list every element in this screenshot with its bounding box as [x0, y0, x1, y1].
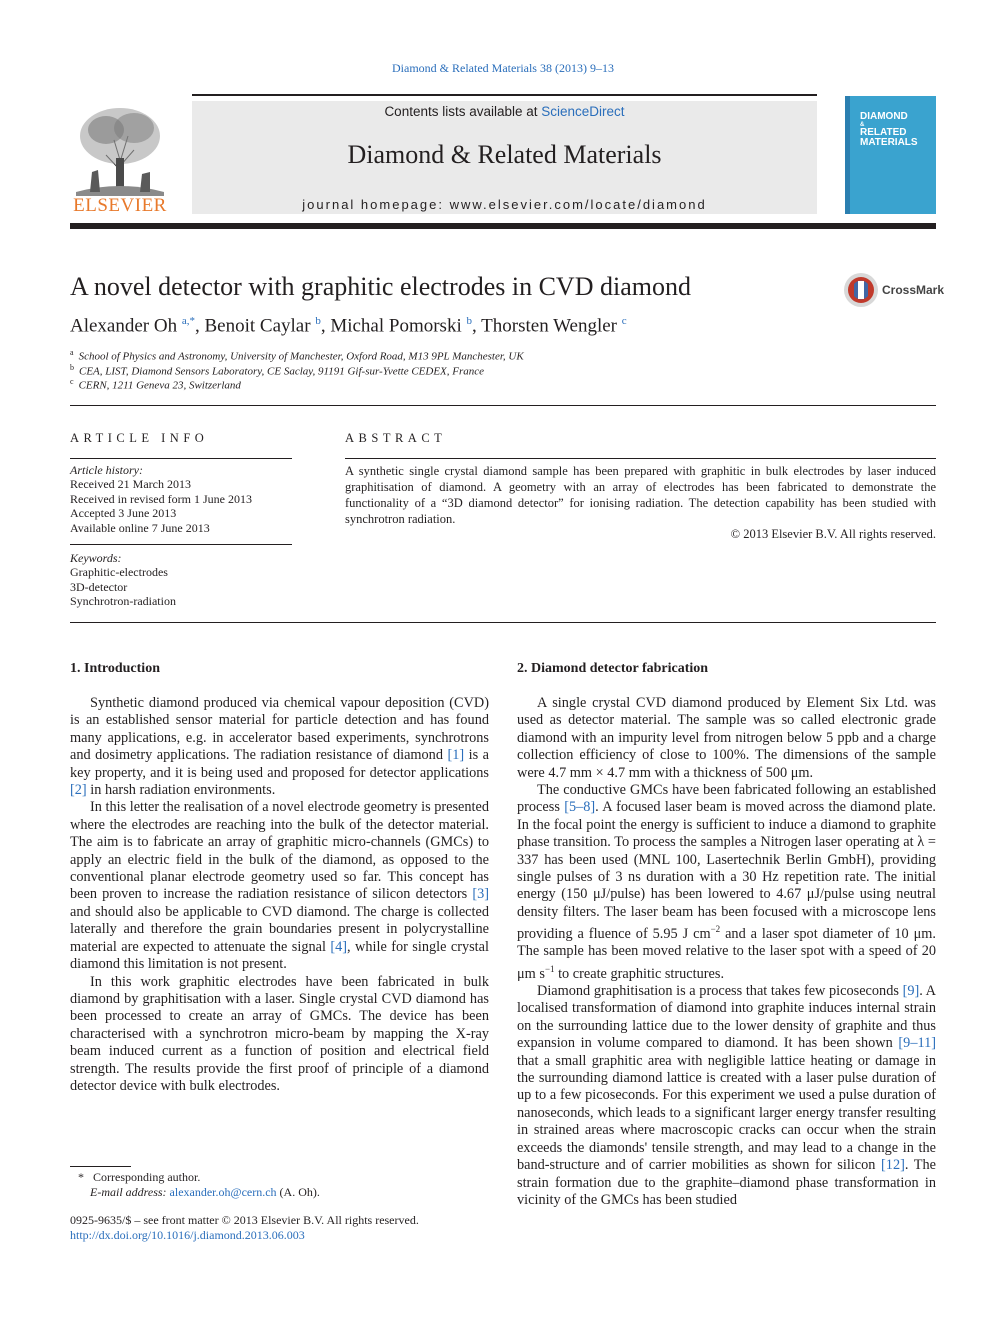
reference-link[interactable]: [4] — [330, 938, 348, 955]
paragraph: A single crystal CVD diamond produced by Element Six Ltd. was used as detector material. The sample was so called electronic grade diamond with an impurity level from nitrogen below 5 ppb and a charge collection efficiency of close to 100%. The dimensions of the sample were 4.7 mm × 4.7 mm with a thickness of 500 μm. — [517, 695, 936, 781]
footnote-text: Corresponding author. — [93, 1170, 201, 1184]
text-run: and should also be applicable to CVD diamond. The charge is collected laterally and therefore the grain boundaries present in polycrystalline material are expected to attenuate the signal — [70, 903, 489, 955]
text-run: The conductive GMCs have been fabricated following an established process — [517, 782, 936, 816]
text-run: that a small graphitic area with negligible lattice heating or damage in the surrounding diamond lattice is created with a laser pulse duration of up to a few picoseconds. For this experiment we used a pulse duration of nanoseconds, which leads to a significant larger energy transfer resulting in strained areas where macroscopic cracks can occur when the strain exceeds the diamonds' tensile strength, and may lead to a change in the band-structure and of carrier mobilities as shown for silicon — [517, 1052, 936, 1174]
abstract-rule — [345, 458, 936, 459]
header-thick-rule — [70, 223, 936, 229]
article-info-heading: ARTICLE INFO — [70, 431, 209, 445]
email-label: E-mail address: — [90, 1185, 167, 1199]
author-affiliation-mark[interactable]: b — [466, 315, 472, 327]
footnote-star: * — [78, 1170, 84, 1184]
crossmark-label: CrossMark — [882, 283, 945, 297]
reference-link[interactable]: [12] — [881, 1157, 905, 1174]
history-item: Accepted 3 June 2013 — [70, 506, 177, 521]
reference-link[interactable]: [3] — [472, 886, 489, 903]
history-item: Received 21 March 2013 — [70, 477, 191, 492]
crossmark-badge[interactable] — [843, 272, 879, 308]
footnote-email-line — [70, 1185, 320, 1200]
history-item: Received in revised form 1 June 2013 — [70, 491, 252, 506]
author-affiliation-mark[interactable]: b — [315, 315, 321, 327]
affiliation-text: School of Physics and Astronomy, University of Manchester, Oxford Road, M13 9PL Manchester, UK — [78, 350, 524, 363]
affiliation — [70, 377, 241, 392]
abstract-copyright: © 2013 Elsevier B.V. All rights reserved. — [730, 527, 936, 541]
footnote-line — [70, 1170, 320, 1185]
cover-title — [860, 112, 930, 148]
cover-title-line: & — [860, 122, 865, 128]
keywords — [70, 551, 292, 609]
reference-link[interactable]: [1] — [447, 747, 465, 764]
text-run: to create graphitic structures. — [554, 965, 725, 982]
cover-title-line: DIAMOND — [860, 111, 908, 122]
author-list: Alexander Oh $^{a,*}$, Benoit Caylar $^b$, Michal Pomorski $^b$, Thorsten Wengler $^c$ — [70, 315, 627, 337]
paragraph: In this work graphitic electrodes have been fabricated in bulk diamond by graphitisation with a laser. Single crystal CVD diamond has been processed to create an array of GMCs. The device has been characterised with a synchrotron micro-beam by mapping the X-ray beam induced current as a function of position and electrical field strength. The results provide the first proof of principle of a diamond detector device with bulk electrodes. — [70, 973, 489, 1094]
affiliation-mark: b — [70, 363, 74, 372]
contents-prefix: Contents lists available at — [384, 104, 542, 119]
homepage-prefix: journal homepage: — [302, 197, 450, 212]
text-run: , while for single crystal diamond this limitation is not present. — [70, 938, 489, 973]
text-run: . A focused laser beam is moved across the diamond plate. In the focal point the energy is sufficient to induce a diamond to graphite phase transition. To process the samples a Nitrogen laser operating at λ = 337 has been used (MNL 100, Lasertechnik Berlin GmbH), providing single pulses of 3 ns duration with a 30 Hz repetition rate. The initial energy (150 μJ/pulse) has been lowered to 4.67 μJ/pulse using neutral density filters. The laser beam has been focused with a microscope lens providing a fluence of 5.95 J cm — [517, 799, 936, 943]
author-name[interactable]: Alexander Oh — [70, 315, 178, 337]
text-run: . A localised transformation of diamond into graphite induces internal strain on the surrounding lattice due to the lower density of graphite and thus expansion in volume compared to diamond. It has been shown — [517, 983, 936, 1052]
keywords-label: Keywords: — [70, 551, 122, 565]
contents-line — [192, 104, 817, 119]
article-info-rule — [70, 458, 292, 459]
header-top-rule — [192, 94, 817, 96]
text-run: Diamond graphitisation is a process that takes few picoseconds — [537, 983, 903, 1000]
author-affiliation-mark[interactable]: a,* — [181, 315, 195, 327]
affiliation — [70, 348, 524, 363]
text-run: is a key property, and it is being used and proposed for detector applications — [70, 747, 489, 781]
reference-link[interactable]: [2] — [70, 782, 87, 799]
doi-link[interactable]: http://dx.doi.org/10.1016/j.diamond.2013.06.003 — [70, 1228, 305, 1242]
journal-title: Diamond & Related Materials — [347, 140, 662, 169]
text-run: Synthetic diamond produced via chemical vapour deposition (CVD) is an established sensor material for particle detection and has found many applications, e.g. in accelerator based experiments, synchrotrons and dosimetry applications. The radiation resistance of diamond — [70, 695, 489, 764]
cover-title-line: RELATED — [860, 127, 907, 138]
homepage-link[interactable]: www.elsevier.com/locate/diamond — [449, 197, 707, 212]
paragraph — [70, 695, 489, 799]
article-history — [70, 463, 292, 535]
email-suffix: (A. Oh). — [279, 1185, 320, 1199]
author-name[interactable]: Michal Pomorski — [330, 315, 462, 337]
abstract-text: A synthetic single crystal diamond sample has been prepared with graphitic in bulk electrodes by laser induced graphitisation of diamond. A geometry with an array of electrodes has been fabricated to demonstrate the functionality of a “3D diamond detector” for ionising radiation. The detection capability has been studied with synchrotron radiation. — [345, 464, 936, 527]
journal-citation[interactable]: Diamond & Related Materials 38 (2013) 9–13 — [392, 61, 614, 75]
journal-homepage — [192, 197, 817, 212]
superscript: −2 — [710, 924, 721, 935]
right-column — [517, 695, 936, 1209]
affiliation-mark: c — [70, 377, 74, 386]
cover-stripe — [845, 96, 850, 214]
reference-link[interactable]: [9–11] — [898, 1035, 936, 1052]
left-column — [70, 695, 489, 1095]
email-link[interactable]: alexander.oh@cern.ch — [169, 1185, 277, 1199]
paragraph — [517, 983, 936, 1209]
superscript: −1 — [544, 963, 555, 974]
author-name[interactable]: Thorsten Wengler — [481, 315, 617, 337]
text-run: . The strain formation due to the graphite–diamond phase transformation in vicinity of the GMCs has been studied — [517, 1157, 937, 1208]
history-label: Article history: — [70, 463, 143, 477]
keyword: 3D-detector — [70, 579, 128, 594]
keyword: Graphitic-electrodes — [70, 565, 168, 580]
title-divider — [70, 405, 936, 406]
corresponding-author-footnote — [70, 1170, 320, 1200]
publisher-wordmark: ELSEVIER — [73, 195, 167, 216]
section-heading-fabrication: 2. Diamond detector fabrication — [517, 661, 709, 676]
front-matter — [70, 1213, 419, 1243]
issn-line: 0925-9635/$ – see front matter © 2013 Elsevier B.V. All rights reserved. — [70, 1213, 419, 1227]
article-title: A novel detector with graphitic electrodes in CVD diamond — [70, 272, 691, 301]
reference-link[interactable]: [9] — [902, 983, 920, 1000]
author-affiliation-mark[interactable]: c — [621, 315, 627, 327]
keywords-rule — [70, 544, 292, 545]
elsevier-logo[interactable] — [70, 100, 170, 216]
text-run: and a laser spot diameter of 10 μm. The sample has been moved relative to the laser spot with a speed of 20 μm s — [517, 926, 936, 982]
footnote-rule — [70, 1166, 131, 1167]
reference-link[interactable]: [5–8] — [564, 799, 596, 816]
paragraph — [70, 799, 489, 973]
abstract-divider — [70, 622, 936, 623]
paragraph — [517, 782, 936, 983]
affiliation-text: CEA, LIST, Diamond Sensors Laboratory, CE Saclay, 91191 Gif-sur-Yvette CEDEX, France — [79, 365, 485, 378]
affiliation — [70, 363, 484, 378]
cover-title-line: MATERIALS — [860, 137, 918, 148]
affiliation-text: CERN, 1211 Geneva 23, Switzerland — [78, 379, 241, 392]
history-item: Available online 7 June 2013 — [70, 520, 210, 535]
author-name[interactable]: Benoit Caylar — [204, 315, 311, 337]
crossmark-icon — [843, 272, 879, 308]
text-run: in harsh radiation environments. — [86, 782, 276, 799]
affiliation-mark: a — [70, 348, 74, 357]
section-heading-introduction: 1. Introduction — [70, 661, 160, 676]
abstract-heading: ABSTRACT — [345, 431, 447, 445]
keyword: Synchrotron-radiation — [70, 594, 176, 609]
sciencedirect-link[interactable]: ScienceDirect — [541, 104, 625, 119]
text-run: In this letter the realisation of a novel electrode geometry is presented where the electrodes are reaching into the bulk of the detector material. The aim is to fabricate an array of graphitic micro-channels (GMCs) to apply an electric field in the bulk of the diamond, as opposed to the conventional planar electrode geometry used so far. This concept has been proven to increase the radiation resistance of silicon detectors — [70, 799, 489, 903]
